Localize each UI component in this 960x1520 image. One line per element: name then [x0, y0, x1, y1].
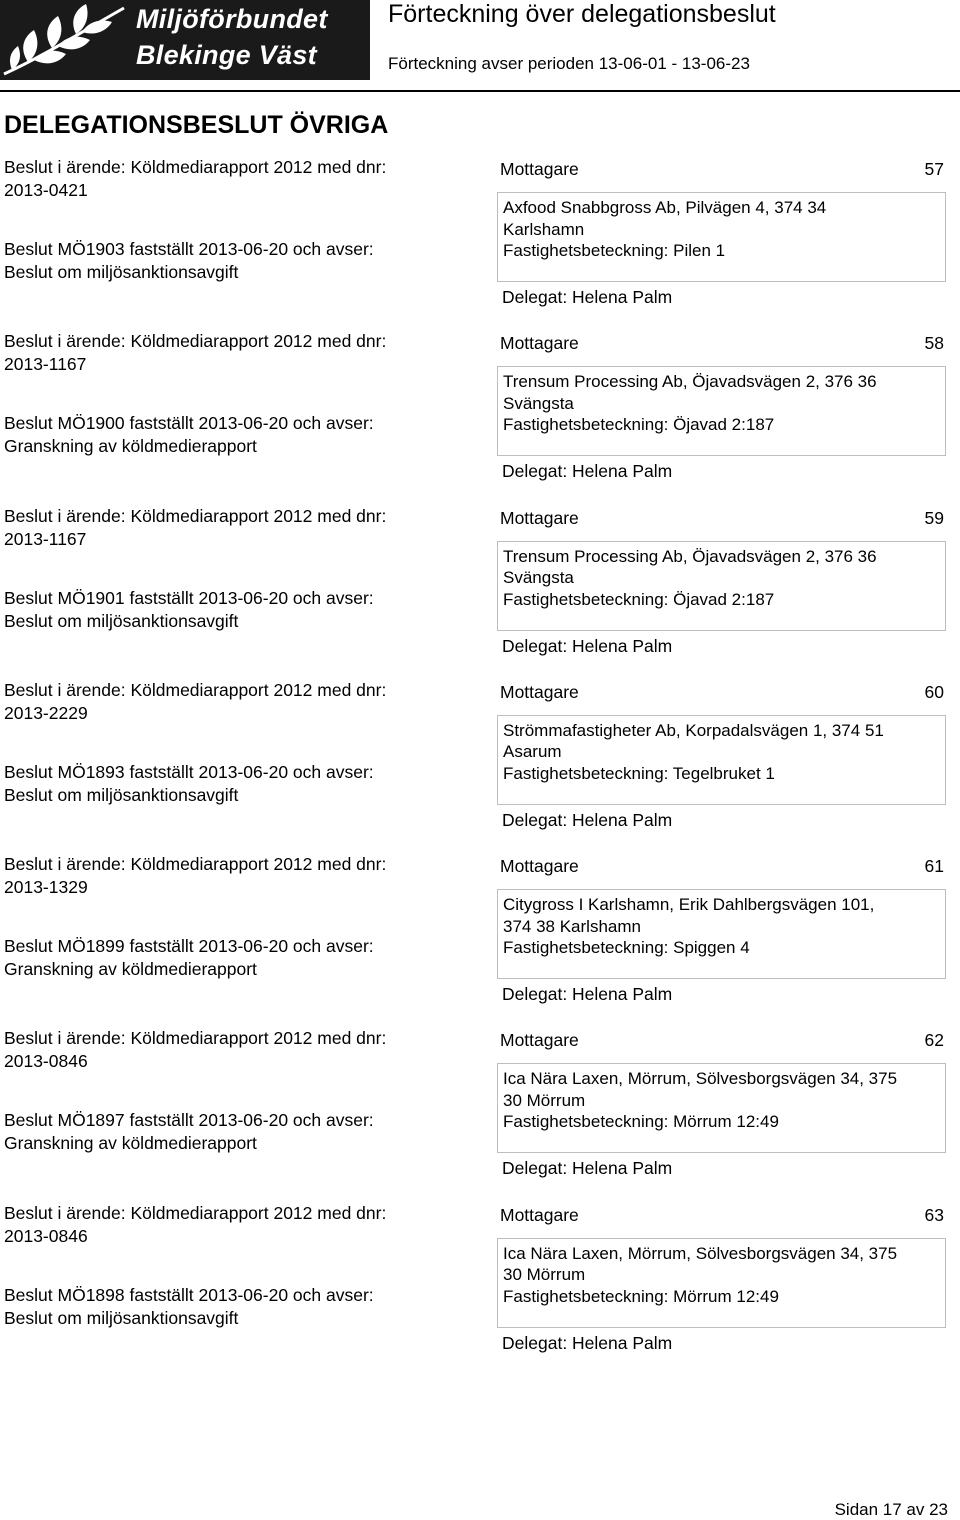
- document-title: Förteckning över delegationsbeslut: [388, 0, 776, 28]
- dnr-text: 2013-1167: [4, 528, 87, 549]
- mottagare-row: [500, 679, 950, 705]
- beslut-text: Beslut MÖ1898 fastställt 2013-06-20 och avser:: [4, 1284, 374, 1305]
- decision-entry: [0, 679, 960, 853]
- header-divider: [0, 90, 960, 92]
- spacer: [4, 1248, 474, 1284]
- dnr-text: 2013-0846: [4, 1225, 88, 1246]
- delegate-text: Delegat: Helena Palm: [502, 287, 673, 307]
- beslut-text: Beslut MÖ1900 fastställt 2013-06-20 och avser:: [4, 413, 374, 434]
- property-designation: Fastighetsbeteckning: Mörrum 12:49: [503, 1286, 779, 1306]
- section-title: DELEGATIONSBESLUT ÖVRIGA: [4, 111, 389, 139]
- decision-entry: [0, 156, 960, 330]
- recipient-box: [497, 889, 946, 979]
- decision-entry: [0, 505, 960, 679]
- recipient-block: [500, 1202, 950, 1353]
- beslut-text: Beslut MÖ1897 fastställt 2013-06-20 och avser:: [4, 1110, 374, 1131]
- recipient-address: Trensum Processing Ab, Öjavadsvägen 2, 376 36: [503, 372, 877, 392]
- delegate-text: Delegat: Helena Palm: [502, 1332, 673, 1353]
- entry-number: 59: [924, 507, 944, 528]
- dnr-text: 2013-0846: [4, 1051, 88, 1072]
- entry-number: 61: [924, 856, 944, 877]
- property-designation: Fastighetsbeteckning: Öjavad 2:187: [503, 415, 775, 435]
- arende-text: Beslut i ärende: Köldmediarapport 2012 med dnr:: [4, 157, 387, 177]
- arende-text: Beslut i ärende: Köldmediarapport 2012 med dnr:: [4, 1028, 387, 1049]
- recipient-address-cont: Svängsta: [503, 568, 574, 588]
- property-designation: Fastighetsbeteckning: Tegelbruket 1: [503, 763, 775, 783]
- recipient-box: [497, 1063, 946, 1153]
- spacer: [4, 376, 474, 412]
- leaf-icon: [0, 0, 130, 80]
- decision-description: [4, 330, 474, 458]
- avser-text: Beslut om miljösanktionsavgift: [4, 1307, 239, 1328]
- recipient-address-cont: Asarum: [503, 742, 562, 762]
- property-designation: Fastighetsbeteckning: Spiggen 4: [503, 938, 750, 958]
- document-period: Förteckning avser perioden 13-06-01 - 13-06-23: [388, 54, 750, 73]
- spacer: [4, 1073, 474, 1109]
- mottagare-label: Mottagare: [500, 333, 579, 354]
- org-name-line2: Blekinge Väst: [136, 40, 317, 70]
- spacer: [4, 551, 474, 587]
- recipient-block: [500, 1027, 950, 1179]
- delegate-text: Delegat: Helena Palm: [502, 809, 673, 830]
- entry-number: 63: [924, 1204, 944, 1225]
- beslut-text: Beslut MÖ1893 fastställt 2013-06-20 och avser:: [4, 761, 374, 782]
- avser-text: Beslut om miljösanktionsavgift: [4, 262, 239, 282]
- page-header: [0, 0, 960, 92]
- entry-number: 57: [924, 159, 944, 179]
- recipient-address: Citygross I Karlshamn, Erik Dahlbergsvägen 101,: [503, 895, 875, 915]
- dnr-text: 2013-1167: [4, 354, 87, 375]
- recipient-address: Ica Nära Laxen, Mörrum, Sölvesborgsvägen 34, 375: [503, 1069, 898, 1089]
- recipient-box: [497, 541, 946, 631]
- mottagare-row: [500, 330, 950, 356]
- page-number: Sidan 17 av 23: [834, 1500, 948, 1519]
- decision-description: [4, 1027, 474, 1155]
- decision-description: [4, 679, 474, 807]
- spacer: [4, 202, 474, 238]
- arende-text: Beslut i ärende: Köldmediarapport 2012 med dnr:: [4, 854, 387, 875]
- mottagare-label: Mottagare: [500, 159, 579, 179]
- recipient-block: [500, 330, 950, 482]
- arende-text: Beslut i ärende: Köldmediarapport 2012 med dnr:: [4, 331, 387, 352]
- recipient-box: [497, 715, 946, 805]
- beslut-text: Beslut MÖ1901 fastställt 2013-06-20 och avser:: [4, 587, 374, 608]
- org-name-line1: Miljöförbundet: [136, 4, 328, 34]
- decision-description: [4, 156, 474, 284]
- recipient-block: [500, 853, 950, 1005]
- recipient-block: [500, 156, 950, 307]
- decision-entry: [0, 1202, 960, 1376]
- org-logo: [0, 0, 370, 80]
- beslut-text: Beslut MÖ1899 fastställt 2013-06-20 och avser:: [4, 936, 374, 957]
- spacer: [4, 725, 474, 761]
- mottagare-row: [500, 1027, 950, 1053]
- recipient-box: [497, 366, 946, 456]
- entry-number: 62: [924, 1030, 944, 1051]
- avser-text: Beslut om miljösanktionsavgift: [4, 610, 239, 631]
- entry-number: 58: [924, 333, 944, 354]
- mottagare-row: [500, 156, 950, 182]
- arende-text: Beslut i ärende: Köldmediarapport 2012 med dnr:: [4, 679, 387, 700]
- dnr-text: 2013-0421: [4, 180, 88, 200]
- recipient-address: Axfood Snabbgross Ab, Pilvägen 4, 374 34: [503, 198, 827, 217]
- recipient-address-cont: Karlshamn: [503, 219, 585, 239]
- mottagare-label: Mottagare: [500, 856, 579, 877]
- mottagare-label: Mottagare: [500, 1030, 579, 1051]
- recipient-address: Strömmafastigheter Ab, Korpadalsvägen 1, 374 51: [503, 720, 884, 740]
- property-designation: Fastighetsbeteckning: Pilen 1: [503, 241, 726, 260]
- recipient-address-cont: 374 38 Karlshamn: [503, 916, 641, 936]
- recipient-block: [500, 505, 950, 656]
- dnr-text: 2013-2229: [4, 702, 88, 723]
- recipient-box: [497, 1238, 946, 1328]
- mottagare-row: [500, 853, 950, 879]
- decision-entry: [0, 1027, 960, 1201]
- entry-number: 60: [924, 681, 944, 702]
- mottagare-row: [500, 505, 950, 531]
- recipient-box: [497, 192, 946, 282]
- decision-description: [4, 505, 474, 633]
- beslut-text: Beslut MÖ1903 fastställt 2013-06-20 och avser:: [4, 239, 374, 259]
- delegate-text: Delegat: Helena Palm: [502, 461, 673, 482]
- recipient-block: [500, 679, 950, 830]
- mottagare-label: Mottagare: [500, 681, 579, 702]
- mottagare-row: [500, 1202, 950, 1228]
- avser-text: Granskning av köldmedierapport: [4, 436, 257, 457]
- arende-text: Beslut i ärende: Köldmediarapport 2012 med dnr:: [4, 1202, 387, 1223]
- property-designation: Fastighetsbeteckning: Öjavad 2:187: [503, 589, 775, 609]
- delegate-text: Delegat: Helena Palm: [502, 635, 673, 656]
- mottagare-label: Mottagare: [500, 507, 579, 528]
- decision-description: [4, 853, 474, 981]
- spacer: [4, 899, 474, 935]
- recipient-address: Trensum Processing Ab, Öjavadsvägen 2, 376 36: [503, 546, 877, 566]
- decision-description: [4, 1202, 474, 1330]
- recipient-address: Ica Nära Laxen, Mörrum, Sölvesborgsvägen 34, 375: [503, 1243, 898, 1263]
- avser-text: Granskning av köldmedierapport: [4, 959, 257, 980]
- avser-text: Beslut om miljösanktionsavgift: [4, 784, 239, 805]
- delegate-text: Delegat: Helena Palm: [502, 984, 673, 1005]
- recipient-address-cont: 30 Mörrum: [503, 1090, 586, 1110]
- arende-text: Beslut i ärende: Köldmediarapport 2012 med dnr:: [4, 505, 387, 526]
- decision-entry: [0, 853, 960, 1027]
- mottagare-label: Mottagare: [500, 1204, 579, 1225]
- decision-entry: [0, 330, 960, 504]
- delegate-text: Delegat: Helena Palm: [502, 1158, 673, 1179]
- recipient-address-cont: 30 Mörrum: [503, 1265, 586, 1285]
- dnr-text: 2013-1329: [4, 877, 88, 898]
- decision-list: [0, 156, 960, 1376]
- avser-text: Granskning av köldmedierapport: [4, 1133, 257, 1154]
- property-designation: Fastighetsbeteckning: Mörrum 12:49: [503, 1112, 779, 1132]
- recipient-address-cont: Svängsta: [503, 393, 574, 413]
